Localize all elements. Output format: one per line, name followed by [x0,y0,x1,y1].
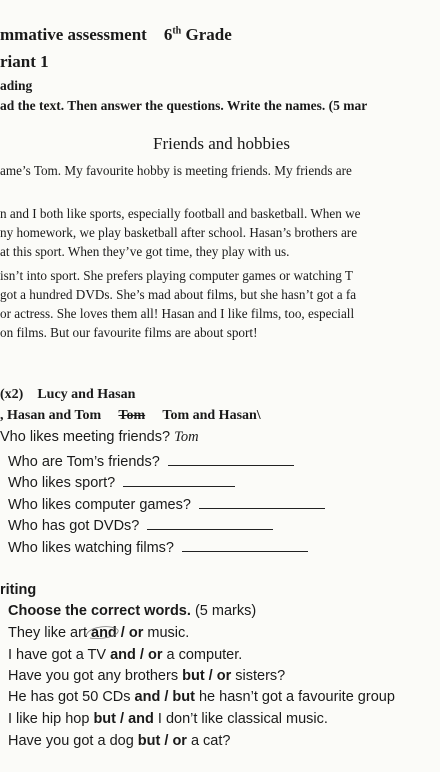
answer-line[interactable] [168,453,294,466]
writing-marks: (5 marks) [194,603,257,619]
sentence-end: a cat? [186,733,231,749]
sentence-start: He has got 50 CDs [8,689,135,705]
sentence-end: a computer. [162,647,243,663]
question-row [8,453,294,470]
choice-separator: / [116,625,129,641]
paragraph-line: got a hundred DVDs. She’s mad about films, but she hasn’t got a fa [0,287,357,302]
writing-instruction-bold: Choose the correct words. [8,603,191,619]
word-choice-1[interactable]: but [137,733,161,749]
paragraph-line: ame’s Tom. My favourite hobby is meeting friends. My friends are [0,163,352,178]
answer-options-row-1 [0,387,135,403]
writing-instruction [8,603,256,619]
paragraph-2 [0,204,361,261]
question-text: Vho likes meeting friends? [0,429,171,445]
example-answer: Tom [174,429,199,445]
sentence-end: music. [143,625,190,641]
question-text: Who likes sport? [8,475,116,491]
grade-superscript: th [172,25,182,37]
sentence-end: sisters? [231,668,286,684]
word-choice-2[interactable]: or [147,647,163,663]
word-choice-1[interactable]: and [91,625,117,641]
sentence-row [8,689,395,705]
sentence-start: Have you got any brothers [8,668,183,684]
sentence-start: I like hip hop [8,711,94,727]
grade-number: 6 [163,25,173,44]
question-text: Who are Tom’s friends? [8,454,160,470]
paragraph-line: on films. But our favourite films are about sport! [0,325,258,340]
paragraph-line: n and I both like sports, especially football and basketball. When we [0,206,361,221]
question-example [0,429,199,446]
word-choice-1[interactable]: but [182,668,205,684]
word-choice-2[interactable]: and [128,711,154,727]
sentence-row [8,711,328,727]
answer-options-row-2 [0,408,261,424]
choice-separator: / [160,689,173,705]
pencil-circle-mark [82,622,122,642]
word-choice-2[interactable]: or [128,625,144,641]
reading-instruction: ad the text. Then answer the questions. Write the names. (5 mar [0,98,368,113]
sentence-end: he hasn’t got a favourite group [194,689,395,705]
paragraph-3 [0,266,356,342]
assessment-title-text: mmative assessment [0,25,147,44]
sentence-start: I have got a TV [8,647,111,663]
choice-separator: / [116,711,129,727]
question-text: Who has got DVDs? [8,518,140,534]
answer-option: Lucy and Hasan [37,387,136,402]
paragraph-line: or actress. She loves them all! Hasan and I like films, too, especiall [0,306,355,321]
answer-option: Tom and Hasan\ [162,408,261,423]
choice-separator: / [160,733,173,749]
sentence-start: They like art [8,625,91,641]
answer-line[interactable] [182,539,308,552]
answer-count: (x2) [0,387,24,402]
question-row [8,474,235,491]
question-text: Who likes computer games? [8,497,191,513]
question-row [8,539,308,556]
answer-line[interactable] [199,496,325,509]
question-row [8,496,325,513]
answer-option: , Hasan and Tom [0,408,102,423]
assessment-title [0,25,232,45]
word-choice-2[interactable]: but [172,689,195,705]
paragraph-line: ny homework, we play basketball after school. Hasan’s brothers are [0,225,358,240]
paragraph-line: at this sport. When they’ve got time, they play with us. [0,244,290,259]
writing-section-label: riting [0,582,37,598]
paragraph-line: isn’t into sport. She prefers playing computer games or watching T [0,268,353,283]
choice-separator: / [204,668,217,684]
sentence-row [8,733,230,749]
sentence-end: I don’t like classical music. [153,711,328,727]
reading-section-label: ading [0,78,33,93]
choice-separator: / [135,647,148,663]
sentence-start: Have you got a dog [8,733,138,749]
word-choice-1[interactable]: and [110,647,136,663]
word-choice-1[interactable]: but [93,711,116,727]
question-text: Who likes watching films? [8,540,174,556]
sentence-row [8,647,242,663]
text-title: Friends and hobbies [153,134,290,153]
answer-line[interactable] [123,474,235,487]
variant-label: riant 1 [0,52,49,71]
question-row [8,517,273,534]
word-choice-2[interactable]: or [172,733,187,749]
answer-line[interactable] [147,517,273,530]
paragraph-1 [0,161,352,180]
sentence-row [8,668,285,684]
word-choice-1[interactable]: and [134,689,161,705]
grade-word: Grade [185,25,232,44]
answer-option-crossed: Tom [118,408,146,423]
word-choice-2[interactable]: or [216,668,232,684]
